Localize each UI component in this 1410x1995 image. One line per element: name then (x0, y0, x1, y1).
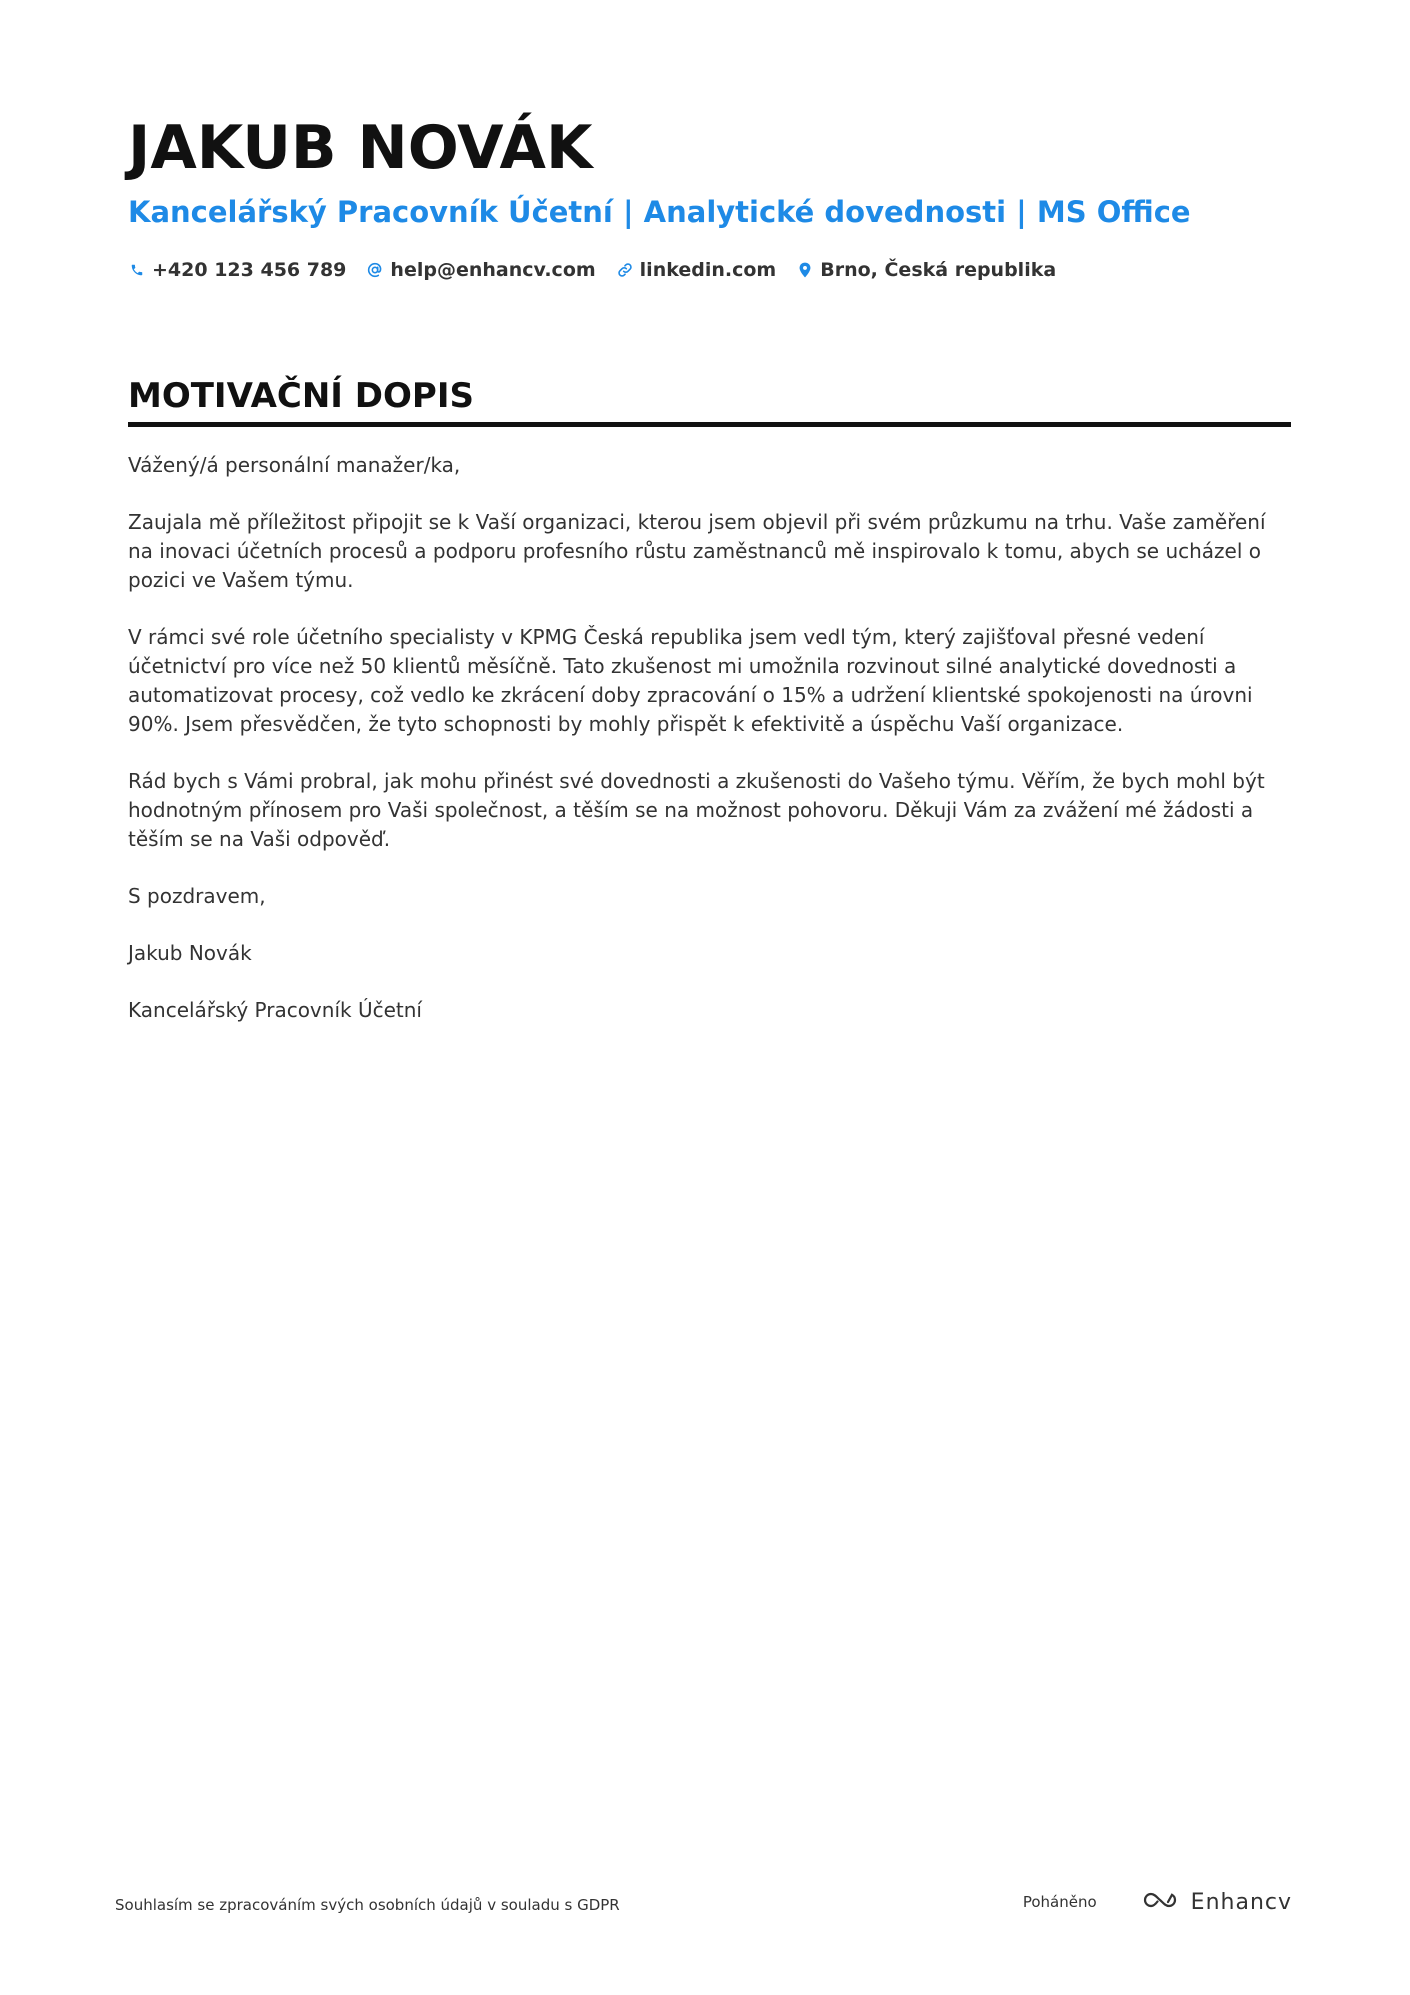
letter-salutation: Vážený/á personální manažer/ka, (128, 453, 461, 477)
contact-email[interactable] (366, 259, 595, 281)
contact-phone-text: +420 123 456 789 (152, 259, 347, 281)
contact-email-text: help@enhancv.com (390, 259, 596, 281)
applicant-name: JAKUB NOVÁK (128, 113, 593, 183)
phone-icon (128, 261, 146, 279)
gdpr-consent: Souhlasím se zpracováním svých osobních údajů v souladu s GDPR (115, 1896, 620, 1914)
cover-letter-page (128, 108, 1291, 1053)
enhancv-logo-icon (1137, 1888, 1183, 1916)
contact-phone (128, 259, 346, 281)
powered-by-label: Poháněno (1022, 1893, 1097, 1911)
letter-paragraph-2: V rámci své role účetního specialisty v KPMG Česká republika jsem vedl tým, který zajišťoval přesné vedení účetnictví pro více než 50 klientů měsíčně. Tato zkušenost mi umožnila rozvinout silné analytické dovednosti a automatizovat procesy, což vedlo ke zkrácení doby zpracování o 15% a udržení klientské spokojenosti na úrovni 90%. Jsem přesvědčen, že tyto schopnosti by mohly přispět k efektivitě a úspěchu Vaší organizace. (128, 625, 1253, 736)
applicant-headline: Kancelářský Pracovník Účetní | Analytické dovednosti | MS Office (128, 195, 1191, 229)
footer-branding (1023, 1888, 1292, 1916)
letter-paragraph-3: Rád bych s Vámi probral, jak mohu přinést své dovednosti a zkušenosti do Vašeho týmu. Věřím, že bych mohl být hodnotným přínosem pro Vaši společnost, a těším se na možnost pohovoru. Děkuji Vám za zvážení mé žádosti a těším se na Vaši odpověď. (128, 769, 1265, 851)
contact-location-text: Brno, Česká republika (820, 259, 1057, 281)
contact-linkedin-text: linkedin.com (639, 259, 777, 281)
section-divider (128, 422, 1291, 427)
section-title: MOTIVAČNÍ DOPIS (128, 376, 474, 416)
letter-paragraph-1: Zaujala mě příležitost připojit se k Vaší organizaci, kterou jsem objevil při svém průzkumu na trhu. Vaše zaměření na inovaci účetních procesů a podporu profesního růstu zaměstnanců mě inspirovalo k tomu, abych se ucházel o pozici ve Vašem týmu. (128, 510, 1266, 592)
signature-name: Jakub Novák (128, 941, 252, 965)
brand-logo[interactable] (1137, 1888, 1292, 1916)
signature-title: Kancelářský Pracovník Účetní (128, 998, 422, 1022)
at-icon (366, 261, 384, 279)
contact-linkedin[interactable] (616, 259, 777, 281)
contact-bar (128, 256, 1291, 284)
link-icon (616, 261, 634, 279)
letter-body (128, 451, 1291, 1025)
letter-closing: S pozdravem, (128, 884, 266, 908)
contact-location (796, 259, 1056, 281)
location-pin-icon (796, 261, 814, 279)
brand-name: Enhancv (1190, 1889, 1292, 1915)
